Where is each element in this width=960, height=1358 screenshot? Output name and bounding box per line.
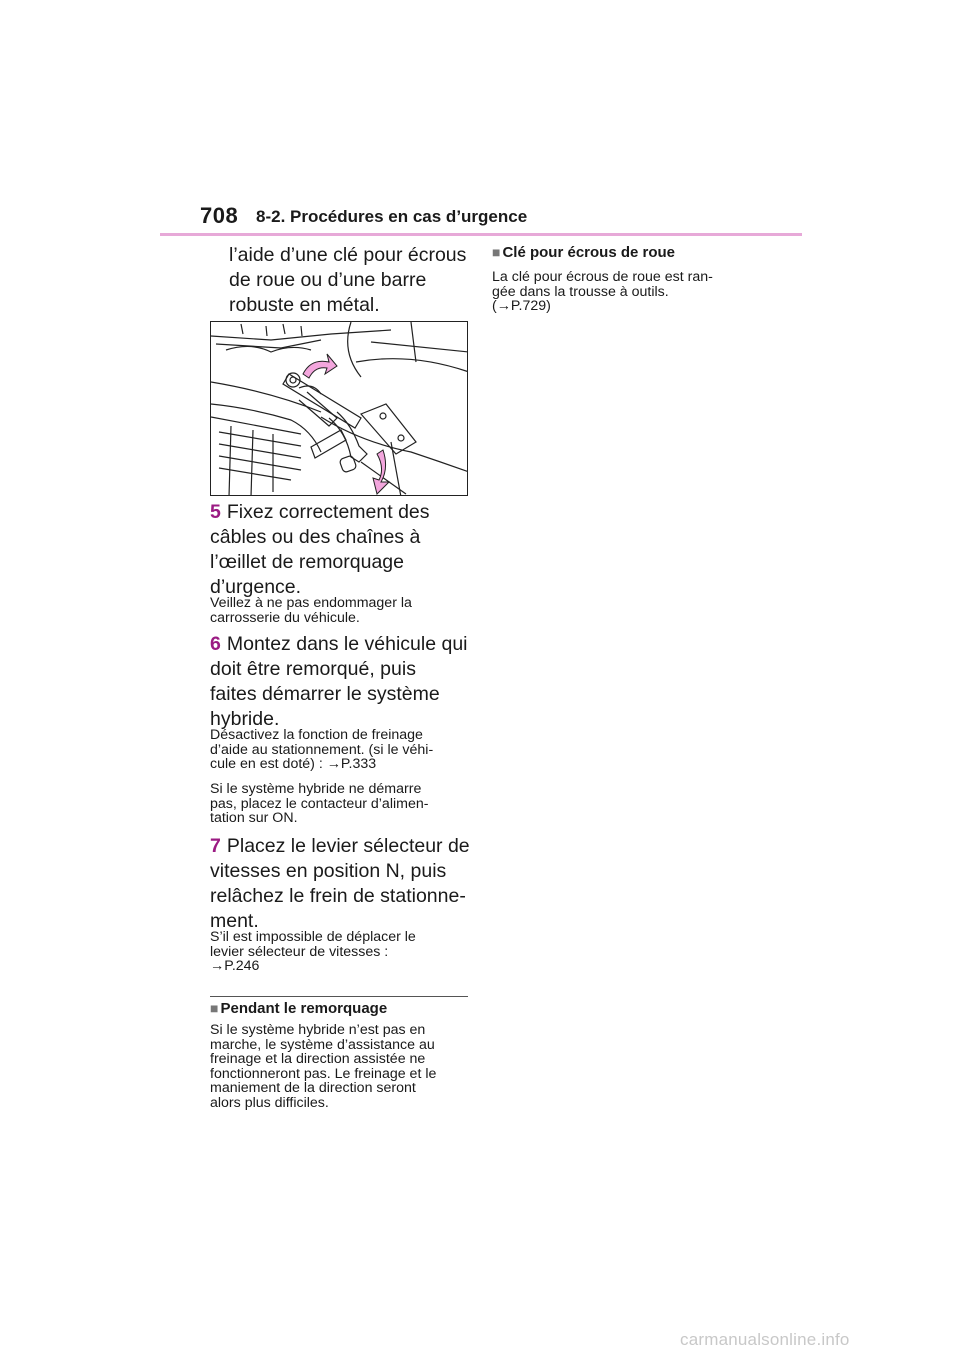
note-line: pas, placez le contacteur d’alimen- <box>210 795 429 812</box>
step-line: doit être remorqué, puis <box>210 658 416 680</box>
wrench-line: (→P.729) <box>492 298 551 314</box>
step-5-note <box>210 596 412 625</box>
wrench-line: La clé pour écrous de roue est ran- <box>492 269 713 285</box>
note-line: →P.246 <box>210 958 260 974</box>
step-line: hybride. <box>210 708 280 730</box>
towing-heading-text: Pendant le remorquage <box>220 1000 388 1017</box>
step-line: l’œillet de remorquage <box>210 551 405 573</box>
note-line: Désactivez la fonction de freinage <box>210 727 423 743</box>
towing-text <box>210 1023 436 1110</box>
wrench-text <box>492 270 713 314</box>
wrench-heading <box>492 244 675 261</box>
step-line: ment. <box>210 910 259 932</box>
step-line: faites démarrer le système <box>210 683 440 705</box>
header-rule <box>160 233 802 236</box>
square-bullet-icon: ■ <box>492 244 501 260</box>
note-line: Veillez à ne pas endommager la <box>210 595 412 611</box>
towing-line: maniement de la direction seront <box>210 1080 416 1096</box>
step-line: vitesses en position N, puis <box>210 860 447 882</box>
step-5 <box>210 500 489 600</box>
towing-line: alors plus difficiles. <box>210 1094 329 1111</box>
step-number: 5 <box>210 501 221 523</box>
step-number: 7 <box>210 835 221 857</box>
step-number: 6 <box>210 633 221 655</box>
step-line: Placez le levier sélecteur de <box>226 835 470 857</box>
note-line: d’aide au stationnement. (si le véhi- <box>210 741 434 758</box>
note-line: levier sélecteur de vitesses : <box>210 943 389 960</box>
note-line: Si le système hybride ne démarre <box>210 781 422 797</box>
page-number: 708 <box>200 203 239 228</box>
section-divider <box>210 996 468 997</box>
tow-eyelet-wrench-illustration <box>211 322 468 496</box>
towing-line: marche, le système d’assistance au <box>210 1036 435 1053</box>
step-line: d’urgence. <box>210 576 302 598</box>
rotate-arrow-icon <box>303 354 337 378</box>
intro-text <box>229 243 466 318</box>
note-line: tation sur ON. <box>210 810 298 826</box>
wrench-heading-text: Clé pour écrous de roue <box>502 244 676 261</box>
towing-line: freinage et la direction assistée ne <box>210 1051 426 1067</box>
step-6-note-1 <box>210 728 433 772</box>
towing-heading <box>210 1000 387 1017</box>
watermark: carmanualsonline.info <box>680 1330 850 1349</box>
step-6 <box>210 632 489 732</box>
note-line: carrosserie du véhicule. <box>210 609 360 626</box>
step-7 <box>210 834 491 934</box>
intro-line: l’aide d’une clé pour écrous <box>229 244 467 266</box>
intro-line: de roue ou d’une barre <box>229 269 427 291</box>
step-line: câbles ou des chaînes à <box>210 526 421 548</box>
towing-line: Si le système hybride n’est pas en <box>210 1022 426 1038</box>
intro-line: robuste en métal. <box>229 294 380 316</box>
note-line: cule en est doté) : →P.333 <box>210 756 377 772</box>
step-line: Montez dans le véhicule qui <box>226 633 468 655</box>
note-line: S’il est impossible de déplacer le <box>210 929 416 945</box>
square-bullet-icon: ■ <box>210 1000 219 1016</box>
step-line: Fixez correctement des <box>226 501 430 523</box>
step-line: relâchez le frein de stationne- <box>210 885 466 907</box>
chapter-title: 8-2. Procédures en cas d’urgence <box>256 207 528 226</box>
step-6-note-2 <box>210 782 428 826</box>
tow-eyelet-figure <box>210 321 468 496</box>
towing-line: fonctionneront pas. Le freinage et le <box>210 1065 437 1082</box>
wrench-line: gée dans la trousse à outils. <box>492 283 669 300</box>
step-7-note <box>210 930 416 974</box>
